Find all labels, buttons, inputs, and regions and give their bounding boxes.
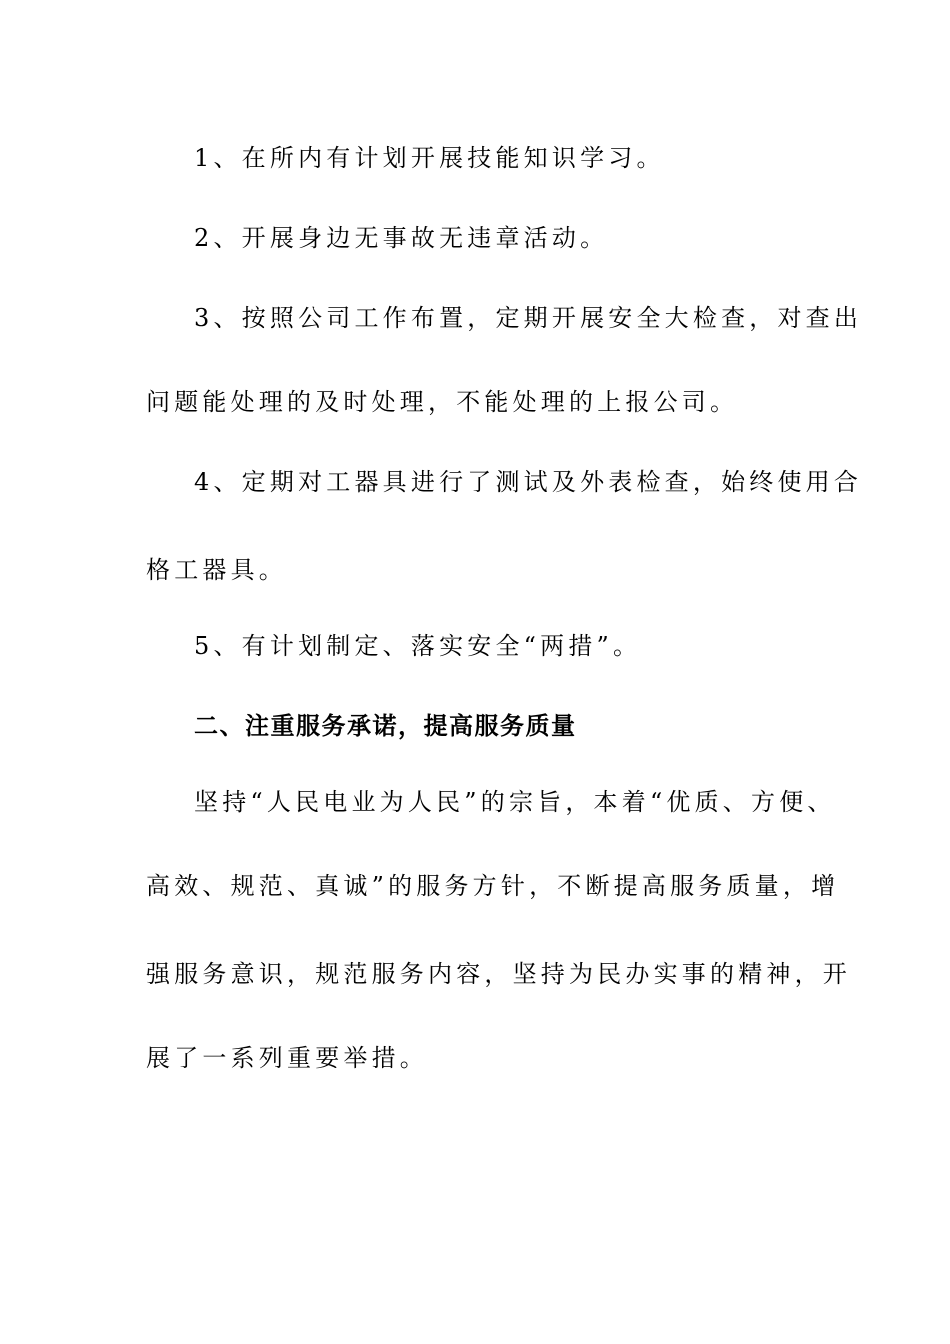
list-item-2-line: 2、开展身边无事故无违章活动。 [194,224,609,252]
list-item-3-line-2: 问题能处理的及时处理，不能处理的上报公司。 [146,388,739,416]
paragraph-line-3: 强服务意识，规范服务内容，坚持为民办实事的精神，开 [146,960,851,988]
list-item-3-line-1: 3、按照公司工作布置，定期开展安全大检查，对查出 [194,304,863,332]
list-item-4-line-1: 4、定期对工器具进行了测试及外表检查，始终使用合 [194,468,863,496]
list-item-1-line: 1、在所内有计划开展技能知识学习。 [194,144,665,172]
list-item-4-line-2: 格工器具。 [146,556,287,584]
paragraph-line-1: 坚持“人民电业为人民”的宗旨，本着“优质、方便、 [194,788,836,816]
section-heading: 二、注重服务承诺，提高服务质量 [194,711,577,740]
list-item-5-line: 5、有计划制定、落实安全“两措”。 [194,632,642,660]
paragraph-line-2: 高效、规范、真诚”的服务方针，不断提高服务质量，增 [146,872,840,900]
paragraph-line-4: 展了一系列重要举措。 [146,1044,428,1072]
